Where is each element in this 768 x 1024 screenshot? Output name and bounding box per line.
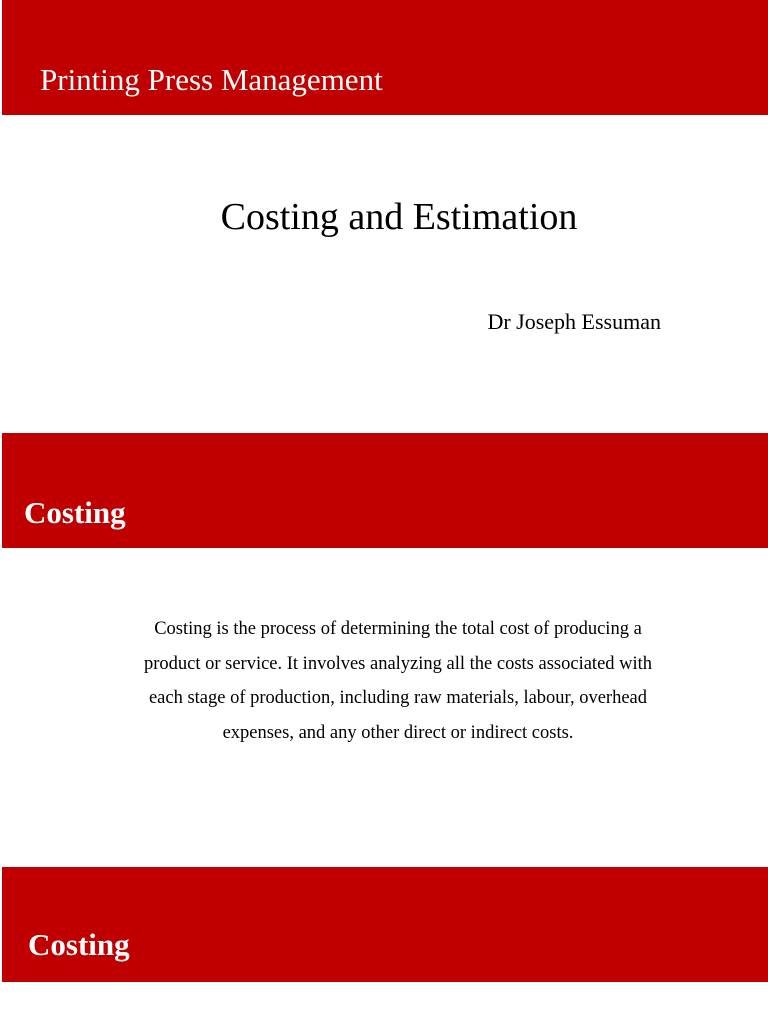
paragraph-line: Costing is the process of determining the total cost of producing a xyxy=(154,619,642,639)
document-title: Costing and Estimation xyxy=(220,196,578,238)
paragraph-line: expenses, and any other direct or indirect costs. xyxy=(222,723,574,744)
section-heading: Costing xyxy=(28,927,130,962)
header-banner xyxy=(2,0,768,115)
paragraph-line: product or service. It involves analyzing all the costs associated with xyxy=(143,653,653,674)
section-heading: Costing xyxy=(24,495,126,530)
paragraph-line: each stage of production, including raw materials, labour, overhead xyxy=(148,688,648,709)
author-name: Dr Joseph Essuman xyxy=(487,309,661,334)
section-banner-costing xyxy=(2,433,768,548)
section-banner-costing-2 xyxy=(2,867,768,982)
costing-definition-paragraph xyxy=(128,612,668,751)
presentation-title: Printing Press Management xyxy=(40,62,383,97)
